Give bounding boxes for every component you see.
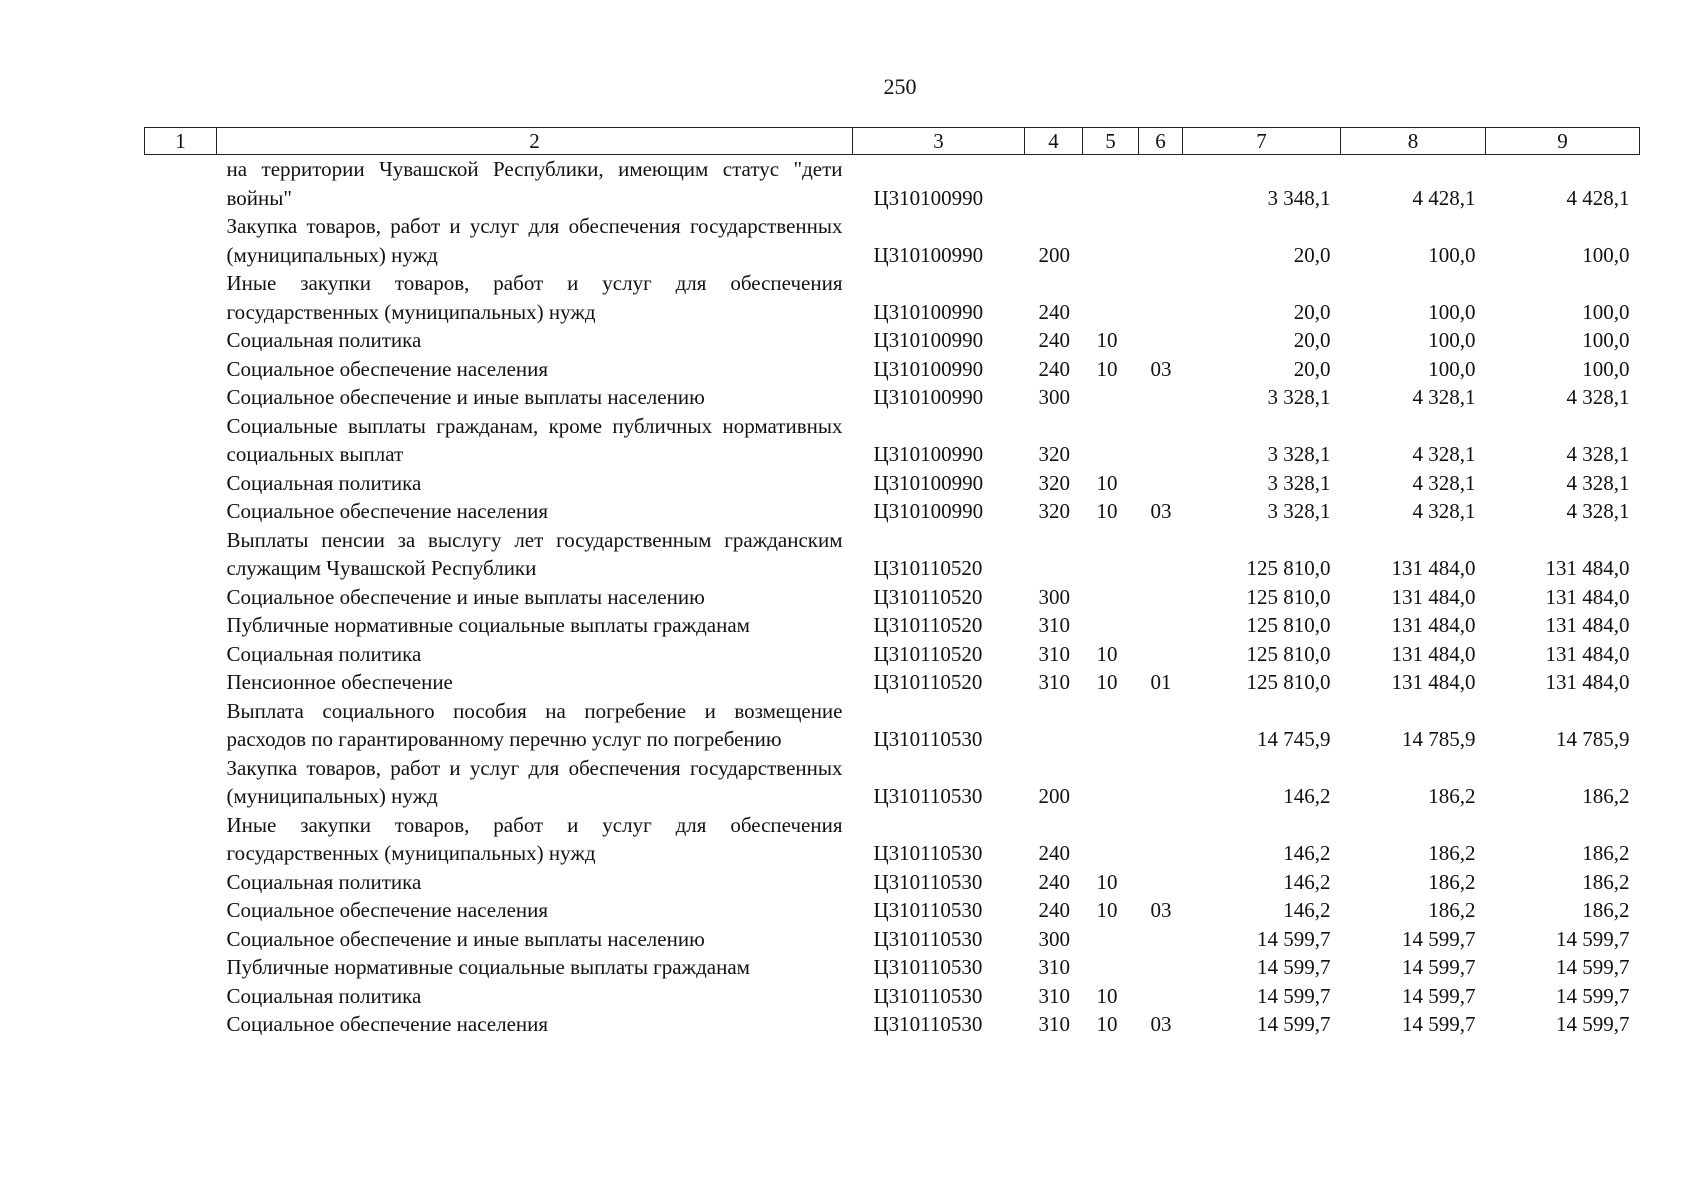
cell-col1 xyxy=(145,326,217,355)
cell-amount-col8: 131 484,0 xyxy=(1391,584,1476,609)
cell-subsection xyxy=(1139,155,1183,213)
header-cell-5: 5 xyxy=(1083,128,1139,155)
cell-amount-col7: 146,2 xyxy=(1283,841,1331,865)
header-cell-3: 3 xyxy=(853,128,1025,155)
cell-target-code: Ц310100990 xyxy=(873,499,984,523)
header-cell-2: 2 xyxy=(217,128,853,155)
cell-subsection xyxy=(1139,469,1183,498)
cell-amount-col8: 4 328,1 xyxy=(1412,470,1476,495)
cell-target-code: Ц310100990 xyxy=(873,470,984,495)
cell-target-code: Ц310100990 xyxy=(873,385,984,409)
cell-amount-col8: 186,2 xyxy=(1428,784,1476,808)
cell-section: 10 xyxy=(1096,499,1118,523)
cell-amount-col8: 131 484,0 xyxy=(1391,641,1476,666)
cell-col1 xyxy=(145,611,217,640)
budget-table xyxy=(144,127,1640,1039)
cell-expense-type xyxy=(1025,697,1083,754)
cell-target-code: Ц310110530 xyxy=(873,926,983,951)
cell-section xyxy=(1083,925,1139,954)
cell-expense-type: 310 xyxy=(1038,983,1070,1008)
cell-subsection xyxy=(1139,212,1183,269)
cell-section: 10 xyxy=(1096,983,1118,1008)
cell-expense-type: 200 xyxy=(1038,242,1070,267)
cell-description: Социальное обеспечение населения xyxy=(226,1012,549,1036)
table-header xyxy=(145,128,1640,155)
cell-subsection xyxy=(1139,412,1183,469)
table-row xyxy=(145,668,1640,697)
header-row xyxy=(145,128,1640,155)
cell-subsection: 01 xyxy=(1150,670,1172,694)
cell-section xyxy=(1083,697,1139,754)
cell-amount-col7: 14 599,7 xyxy=(1257,1012,1331,1036)
cell-col1 xyxy=(145,925,217,954)
cell-description: Публичные нормативные социальные выплаты гражданам xyxy=(226,955,750,979)
cell-target-code: Ц310100990 xyxy=(873,185,984,210)
cell-subsection xyxy=(1139,982,1183,1011)
cell-amount-col9: 4 328,1 xyxy=(1566,499,1630,523)
table-row xyxy=(145,355,1640,384)
table-row xyxy=(145,497,1640,526)
cell-subsection xyxy=(1139,383,1183,412)
cell-expense-type: 320 xyxy=(1038,442,1070,466)
cell-col1 xyxy=(145,640,217,669)
cell-section xyxy=(1083,754,1139,811)
table-row xyxy=(145,925,1640,954)
cell-amount-col7: 20,0 xyxy=(1293,356,1331,381)
cell-description: на территории Чувашской Республики, имеющим статус "дети войны" xyxy=(226,157,843,210)
cell-amount-col9: 14 599,7 xyxy=(1556,955,1630,979)
cell-col1 xyxy=(145,982,217,1011)
cell-subsection xyxy=(1139,583,1183,612)
cell-section: 10 xyxy=(1096,356,1118,381)
cell-amount-col9: 4 428,1 xyxy=(1566,185,1630,210)
table-row xyxy=(145,326,1640,355)
cell-amount-col9: 186,2 xyxy=(1582,784,1630,808)
cell-amount-col8: 100,0 xyxy=(1428,356,1476,381)
cell-section xyxy=(1083,212,1139,269)
cell-amount-col8: 186,2 xyxy=(1428,841,1476,865)
cell-amount-col7: 20,0 xyxy=(1293,242,1331,267)
cell-target-code: Ц310110530 xyxy=(873,955,983,979)
cell-description: Иные закупки товаров, работ и услуг для обеспечения государственных (муниципальных) нужд xyxy=(226,812,843,865)
cell-col1 xyxy=(145,497,217,526)
cell-amount-col7: 146,2 xyxy=(1283,898,1331,922)
cell-amount-col7: 146,2 xyxy=(1283,869,1331,894)
cell-target-code: Ц310110530 xyxy=(873,983,983,1008)
cell-amount-col7: 3 348,1 xyxy=(1267,185,1331,210)
cell-target-code: Ц310100990 xyxy=(873,328,984,352)
cell-col1 xyxy=(145,469,217,498)
cell-amount-col9: 131 484,0 xyxy=(1545,670,1630,694)
cell-section xyxy=(1083,383,1139,412)
header-cell-9: 9 xyxy=(1486,128,1640,155)
cell-description: Социальная политика xyxy=(226,983,422,1008)
cell-section: 10 xyxy=(1096,898,1118,922)
cell-description: Социальная политика xyxy=(226,470,422,495)
cell-amount-col9: 131 484,0 xyxy=(1545,641,1630,666)
cell-target-code: Ц310110530 xyxy=(873,898,983,922)
table-row xyxy=(145,155,1640,213)
cell-amount-col9: 4 328,1 xyxy=(1566,442,1630,466)
cell-description: Публичные нормативные социальные выплаты гражданам xyxy=(226,613,750,637)
cell-description: Социальное обеспечение и иные выплаты населению xyxy=(226,584,705,609)
header-cell-6: 6 xyxy=(1139,128,1183,155)
cell-section xyxy=(1083,269,1139,326)
cell-amount-col8: 100,0 xyxy=(1428,328,1476,352)
cell-col1 xyxy=(145,868,217,897)
cell-section xyxy=(1083,583,1139,612)
cell-col1 xyxy=(145,1010,217,1039)
cell-target-code: Ц310110530 xyxy=(873,841,983,865)
table-row xyxy=(145,697,1640,754)
cell-amount-col9: 131 484,0 xyxy=(1545,556,1630,580)
cell-description: Социальное обеспечение населения xyxy=(226,499,549,523)
cell-amount-col9: 186,2 xyxy=(1582,898,1630,922)
cell-amount-col8: 131 484,0 xyxy=(1391,670,1476,694)
table-row xyxy=(145,811,1640,868)
cell-col1 xyxy=(145,953,217,982)
cell-description: Выплата социального пособия на погребение и возмещение расходов по гарантированному перечню услуг по погребению xyxy=(226,698,843,751)
header-cell-7: 7 xyxy=(1183,128,1341,155)
cell-expense-type: 240 xyxy=(1038,841,1070,865)
cell-amount-col9: 100,0 xyxy=(1582,299,1630,324)
page-number: 250 xyxy=(883,74,917,99)
cell-amount-col7: 14 745,9 xyxy=(1257,727,1331,751)
cell-amount-col9: 14 599,7 xyxy=(1556,1012,1630,1036)
cell-subsection xyxy=(1139,611,1183,640)
header-cell-1: 1 xyxy=(145,128,217,155)
cell-subsection xyxy=(1139,640,1183,669)
cell-description: Закупка товаров, работ и услуг для обеспечения государственных (муниципальных) нужд xyxy=(226,214,843,267)
cell-col1 xyxy=(145,896,217,925)
header-cell-4: 4 xyxy=(1025,128,1083,155)
cell-amount-col9: 4 328,1 xyxy=(1566,385,1630,409)
cell-amount-col8: 4 328,1 xyxy=(1412,442,1476,466)
table-row xyxy=(145,953,1640,982)
cell-description: Пенсионное обеспечение xyxy=(226,670,453,694)
table-row xyxy=(145,754,1640,811)
table-row xyxy=(145,383,1640,412)
cell-subsection xyxy=(1139,754,1183,811)
table-row xyxy=(145,896,1640,925)
cell-expense-type: 300 xyxy=(1038,584,1070,609)
cell-amount-col7: 125 810,0 xyxy=(1246,584,1331,609)
cell-amount-col7: 14 599,7 xyxy=(1257,926,1331,951)
cell-subsection xyxy=(1139,526,1183,583)
cell-description: Социальное обеспечение населения xyxy=(226,898,549,922)
cell-amount-col8: 186,2 xyxy=(1428,869,1476,894)
cell-section xyxy=(1083,611,1139,640)
cell-description: Закупка товаров, работ и услуг для обеспечения государственных (муниципальных) нужд xyxy=(226,755,843,808)
table-row xyxy=(145,868,1640,897)
cell-expense-type: 300 xyxy=(1038,926,1070,951)
cell-amount-col9: 100,0 xyxy=(1582,328,1630,352)
cell-section xyxy=(1083,412,1139,469)
cell-expense-type: 240 xyxy=(1038,869,1070,894)
table-row xyxy=(145,583,1640,612)
cell-amount-col8: 14 599,7 xyxy=(1402,926,1476,951)
cell-section: 10 xyxy=(1096,470,1118,495)
cell-subsection: 03 xyxy=(1150,1012,1172,1036)
cell-target-code: Ц310110520 xyxy=(873,613,983,637)
cell-amount-col9: 100,0 xyxy=(1582,356,1630,381)
table-body xyxy=(145,155,1640,1039)
cell-subsection xyxy=(1139,269,1183,326)
cell-col1 xyxy=(145,583,217,612)
cell-section: 10 xyxy=(1096,869,1118,894)
header-cell-8: 8 xyxy=(1341,128,1486,155)
cell-amount-col7: 3 328,1 xyxy=(1267,442,1331,466)
table-row xyxy=(145,412,1640,469)
cell-expense-type: 320 xyxy=(1038,499,1070,523)
cell-amount-col7: 20,0 xyxy=(1293,328,1331,352)
cell-expense-type: 200 xyxy=(1038,784,1070,808)
cell-amount-col9: 100,0 xyxy=(1582,242,1630,267)
cell-amount-col7: 146,2 xyxy=(1283,784,1331,808)
cell-expense-type: 310 xyxy=(1038,1012,1070,1036)
cell-subsection xyxy=(1139,925,1183,954)
cell-section: 10 xyxy=(1096,1012,1118,1036)
cell-amount-col9: 14 599,7 xyxy=(1556,983,1630,1008)
table-row xyxy=(145,212,1640,269)
cell-section xyxy=(1083,811,1139,868)
cell-amount-col7: 3 328,1 xyxy=(1267,385,1331,409)
cell-target-code: Ц310110530 xyxy=(873,727,983,751)
cell-target-code: Ц310110530 xyxy=(873,784,983,808)
cell-col1 xyxy=(145,383,217,412)
cell-description: Иные закупки товаров, работ и услуг для обеспечения государственных (муниципальных) нужд xyxy=(226,271,843,324)
cell-expense-type: 240 xyxy=(1038,328,1070,352)
cell-description: Выплаты пенсии за выслугу лет государственным гражданским служащим Чувашской Республики xyxy=(226,527,843,580)
cell-col1 xyxy=(145,155,217,213)
cell-section xyxy=(1083,526,1139,583)
cell-amount-col9: 186,2 xyxy=(1582,869,1630,894)
cell-expense-type: 240 xyxy=(1038,299,1070,324)
cell-amount-col8: 4 328,1 xyxy=(1412,385,1476,409)
cell-amount-col7: 125 810,0 xyxy=(1246,556,1331,580)
cell-description: Социальное обеспечение и иные выплаты населению xyxy=(226,385,705,409)
cell-amount-col8: 14 599,7 xyxy=(1402,955,1476,979)
cell-amount-col9: 131 484,0 xyxy=(1545,613,1630,637)
cell-section: 10 xyxy=(1096,670,1118,694)
cell-amount-col7: 125 810,0 xyxy=(1246,670,1331,694)
cell-section: 10 xyxy=(1096,641,1118,666)
cell-col1 xyxy=(145,212,217,269)
cell-amount-col8: 4 328,1 xyxy=(1412,499,1476,523)
cell-description: Социальные выплаты гражданам, кроме публичных нормативных социальных выплат xyxy=(226,413,843,466)
cell-target-code: Ц310110530 xyxy=(873,1012,983,1036)
cell-amount-col7: 14 599,7 xyxy=(1257,955,1331,979)
cell-target-code: Ц310100990 xyxy=(873,442,984,466)
cell-col1 xyxy=(145,697,217,754)
cell-description: Социальная политика xyxy=(226,869,422,894)
table-row xyxy=(145,982,1640,1011)
cell-amount-col8: 14 599,7 xyxy=(1402,1012,1476,1036)
table-row xyxy=(145,611,1640,640)
cell-description: Социальное обеспечение населения xyxy=(226,356,549,381)
cell-section: 10 xyxy=(1096,328,1118,352)
cell-amount-col7: 3 328,1 xyxy=(1267,470,1331,495)
cell-col1 xyxy=(145,355,217,384)
cell-target-code: Ц310100990 xyxy=(873,299,984,324)
cell-col1 xyxy=(145,269,217,326)
cell-target-code: Ц310110520 xyxy=(873,556,983,580)
cell-amount-col9: 131 484,0 xyxy=(1545,584,1630,609)
cell-col1 xyxy=(145,526,217,583)
table-row xyxy=(145,640,1640,669)
table-row xyxy=(145,1010,1640,1039)
cell-target-code: Ц310110520 xyxy=(873,584,983,609)
cell-expense-type: 310 xyxy=(1038,670,1070,694)
cell-col1 xyxy=(145,668,217,697)
cell-section xyxy=(1083,953,1139,982)
cell-amount-col9: 14 599,7 xyxy=(1556,926,1630,951)
cell-description: Социальная политика xyxy=(226,641,422,666)
cell-subsection xyxy=(1139,697,1183,754)
cell-description: Социальное обеспечение и иные выплаты населению xyxy=(226,926,705,951)
cell-amount-col7: 125 810,0 xyxy=(1246,613,1331,637)
cell-expense-type xyxy=(1025,155,1083,213)
cell-amount-col9: 4 328,1 xyxy=(1566,470,1630,495)
cell-amount-col8: 4 428,1 xyxy=(1412,185,1476,210)
cell-amount-col8: 100,0 xyxy=(1428,299,1476,324)
cell-amount-col8: 14 599,7 xyxy=(1402,983,1476,1008)
cell-target-code: Ц310110520 xyxy=(873,670,983,694)
cell-amount-col8: 100,0 xyxy=(1428,242,1476,267)
cell-amount-col8: 131 484,0 xyxy=(1391,556,1476,580)
cell-amount-col8: 131 484,0 xyxy=(1391,613,1476,637)
cell-expense-type: 310 xyxy=(1038,613,1070,637)
cell-target-code: Ц310110520 xyxy=(873,641,983,666)
cell-subsection xyxy=(1139,868,1183,897)
cell-amount-col7: 125 810,0 xyxy=(1246,641,1331,666)
cell-amount-col9: 14 785,9 xyxy=(1556,727,1630,751)
cell-subsection: 03 xyxy=(1150,898,1172,922)
cell-col1 xyxy=(145,412,217,469)
cell-subsection xyxy=(1139,326,1183,355)
cell-expense-type: 310 xyxy=(1038,641,1070,666)
cell-subsection: 03 xyxy=(1150,499,1172,523)
cell-description: Социальная политика xyxy=(226,328,422,352)
cell-amount-col7: 14 599,7 xyxy=(1257,983,1331,1008)
table-row xyxy=(145,269,1640,326)
cell-subsection xyxy=(1139,953,1183,982)
cell-target-code: Ц310100990 xyxy=(873,356,984,381)
table-row xyxy=(145,469,1640,498)
cell-target-code: Ц310110530 xyxy=(873,869,983,894)
cell-section xyxy=(1083,155,1139,213)
cell-amount-col9: 186,2 xyxy=(1582,841,1630,865)
cell-col1 xyxy=(145,811,217,868)
cell-col1 xyxy=(145,754,217,811)
cell-expense-type: 240 xyxy=(1038,356,1070,381)
cell-subsection: 03 xyxy=(1150,356,1172,381)
cell-expense-type xyxy=(1025,526,1083,583)
cell-target-code: Ц310100990 xyxy=(873,242,984,267)
cell-subsection xyxy=(1139,811,1183,868)
cell-amount-col7: 20,0 xyxy=(1293,299,1331,324)
cell-amount-col8: 186,2 xyxy=(1428,898,1476,922)
cell-expense-type: 300 xyxy=(1038,385,1070,409)
table-row xyxy=(145,526,1640,583)
cell-expense-type: 320 xyxy=(1038,470,1070,495)
cell-amount-col7: 3 328,1 xyxy=(1267,499,1331,523)
cell-expense-type: 240 xyxy=(1038,898,1070,922)
cell-amount-col8: 14 785,9 xyxy=(1402,727,1476,751)
cell-expense-type: 310 xyxy=(1038,955,1070,979)
